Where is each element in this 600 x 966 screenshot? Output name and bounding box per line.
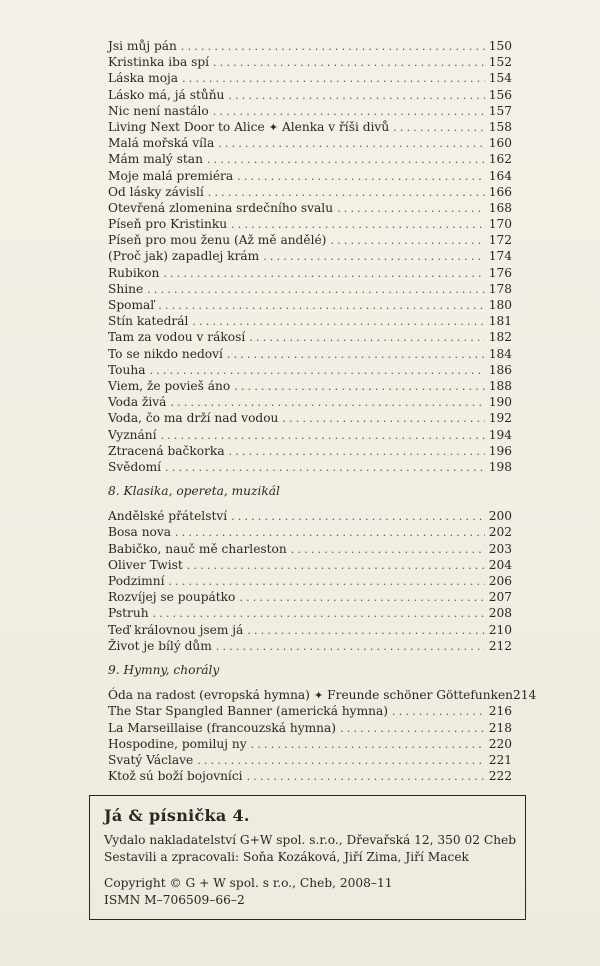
toc-entry	[108, 687, 537, 703]
dot-leader	[153, 606, 485, 622]
toc-entry	[108, 103, 512, 119]
colophon-box	[89, 795, 526, 920]
toc-entry-title: Lásko má, já stůňu	[108, 87, 225, 102]
toc-entry-title: Jsi můj pán	[108, 39, 177, 53]
toc-entry	[108, 573, 512, 589]
toc-entry	[108, 54, 512, 70]
publisher-line: Vydalo nakladatelství G+W spol. s.r.o., Dřevařská 12, 350 02 Cheb	[104, 833, 517, 847]
toc-entry	[108, 346, 512, 362]
toc-entry-page-number: 150	[488, 39, 512, 53]
toc-entry	[108, 752, 512, 768]
dot-leader	[187, 558, 485, 574]
toc-entry-title: Bosa nova	[108, 525, 172, 540]
toc-entry-page-number: 168	[488, 200, 512, 215]
toc-entry	[108, 703, 512, 719]
toc-entry-page-number: 203	[488, 541, 512, 556]
dot-leader	[337, 201, 485, 217]
toc-entry	[108, 589, 512, 605]
toc-entry	[108, 297, 512, 313]
toc-entry-title: Viem, že povieš áno	[108, 378, 231, 393]
toc-entry-title: Podzimní	[108, 574, 165, 588]
toc-entry-page-number: 192	[488, 411, 512, 426]
toc-entry	[108, 168, 512, 184]
toc-entry-title: Stín katedrál	[108, 314, 189, 329]
toc-entry-alt-title: Alenka v říši divů	[281, 119, 390, 134]
toc-entry-title: Oliver Twist	[108, 557, 183, 572]
toc-entry-page-number: 214	[513, 688, 537, 703]
toc-entry-page-number: 154	[488, 71, 512, 86]
dot-leader	[249, 330, 484, 346]
toc-entry	[108, 38, 512, 54]
toc-entry-page-number: 186	[488, 362, 512, 377]
dot-leader	[170, 395, 484, 411]
dot-leader	[208, 185, 485, 201]
toc-entry	[108, 135, 512, 151]
section-heading-klasika: 8. Klasika, opereta, muzikál	[108, 484, 280, 499]
toc-entry-title: Teď královnou jsem já	[108, 622, 244, 637]
toc-entry	[108, 622, 512, 638]
toc-entry	[108, 232, 512, 248]
book-title: Já & písnička 4.	[104, 806, 250, 825]
dot-leader	[213, 104, 485, 120]
toc-entry-title: Kristinka iba spí	[108, 55, 210, 70]
toc-entry	[108, 329, 512, 345]
toc-entry-page-number: 210	[488, 622, 512, 637]
toc-entry	[108, 70, 512, 86]
toc-entry-page-number: 184	[488, 346, 512, 361]
dot-leader	[237, 169, 485, 185]
dot-leader	[291, 542, 485, 558]
toc-list-hymny	[108, 687, 537, 784]
dot-leader	[168, 574, 484, 590]
toc-entry	[108, 216, 512, 232]
dot-leader	[251, 737, 485, 753]
dot-leader	[192, 314, 484, 330]
toc-entry	[108, 443, 512, 459]
toc-entry-title: Píseň pro Kristinku	[108, 217, 228, 232]
toc-entry-title: Otevřená zlomenina srdečního svalu	[108, 200, 334, 215]
toc-entry	[108, 151, 512, 167]
toc-entry-page-number: 160	[488, 136, 512, 151]
toc-entry-page-number: 157	[488, 103, 512, 118]
dot-leader	[247, 769, 485, 785]
toc-entry-title: Voda živá	[108, 395, 167, 410]
toc-entry-page-number: 174	[488, 249, 512, 264]
toc-entry-page-number: 198	[488, 459, 512, 474]
toc-entry	[108, 184, 512, 200]
toc-entry	[108, 605, 512, 621]
toc-entry-page-number: 208	[488, 606, 512, 621]
dot-leader	[393, 120, 485, 136]
dot-leader	[160, 428, 484, 444]
toc-entry-title: The Star Spangled Banner (americká hymna)	[108, 704, 388, 719]
toc-entry-title: La Marseillaise (francouzská hymna)	[108, 720, 337, 735]
toc-entry-title: To se nikdo nedoví	[108, 346, 223, 361]
toc-entry-page-number: 182	[488, 330, 512, 345]
dot-leader	[165, 460, 485, 476]
toc-entry	[108, 281, 512, 297]
toc-list-continued	[108, 38, 512, 475]
toc-entry	[108, 378, 512, 394]
toc-entry-title: Moje malá premiéra	[108, 168, 234, 183]
section-heading-hymny: 9. Hymny, chorály	[108, 662, 220, 677]
toc-entry-title: (Proč jak) zapadlej krám	[108, 249, 260, 264]
toc-entry	[108, 265, 512, 281]
dot-leader	[263, 249, 485, 265]
toc-entry-alt-title: Freunde schöner Göttefunken	[327, 688, 514, 703]
toc-entry-page-number: 206	[488, 574, 512, 588]
toc-entry-page-number: 188	[488, 378, 512, 393]
toc-entry-page-number: 200	[488, 509, 512, 524]
toc-entry-title: Od lásky závislí	[108, 184, 204, 199]
toc-entry-page-number: 180	[488, 298, 512, 312]
toc-entry-title: Rozvíjej se poupátko	[108, 590, 236, 605]
ismn-line: ISMN M–706509–66–2	[104, 892, 245, 907]
toc-entry-page-number: 190	[488, 395, 512, 410]
toc-entry-title: Ktož sú boží bojovníci	[108, 769, 243, 784]
toc-entry-page-number: 220	[488, 736, 512, 751]
copyright-line: Copyright © G + W spol. s r.o., Cheb, 2008–11	[104, 876, 393, 890]
toc-entry-title: Hospodine, pomiluj ny	[108, 736, 247, 751]
dot-leader	[392, 704, 485, 720]
toc-entry-title: Shine	[108, 281, 144, 296]
toc-entry	[108, 638, 512, 654]
toc-entry	[108, 410, 512, 426]
toc-entry-title: Andělské přátelství	[108, 509, 228, 524]
dot-leader	[207, 152, 485, 168]
toc-list-klasika	[108, 508, 512, 654]
toc-entry	[108, 200, 512, 216]
toc-entry	[108, 362, 512, 378]
toc-entry	[108, 459, 512, 475]
toc-entry-page-number: 156	[488, 87, 512, 102]
toc-entry	[108, 768, 512, 784]
toc-entry-page-number: 212	[488, 638, 512, 653]
toc-entry-page-number: 178	[488, 281, 512, 296]
toc-entry	[108, 524, 512, 540]
dot-leader	[182, 71, 485, 87]
toc-entry-page-number: 170	[488, 217, 512, 232]
dot-leader	[197, 753, 485, 769]
toc-entry-page-number: 164	[488, 168, 512, 183]
toc-entry-title: Mám malý stan	[108, 152, 203, 167]
dot-leader	[231, 217, 485, 233]
toc-entry	[108, 508, 512, 524]
toc-entry-title: Život je bílý dům	[108, 638, 212, 653]
toc-entry	[108, 541, 512, 557]
toc-entry	[108, 119, 512, 135]
toc-entry-page-number: 218	[488, 720, 512, 735]
toc-entry	[108, 313, 512, 329]
toc-entry-page-number: 162	[488, 152, 512, 167]
compilers-line: Sestavili a zpracovali: Soňa Kozáková, Jiří Zima, Jiří Macek	[104, 849, 469, 864]
toc-entry-page-number: 207	[488, 590, 512, 605]
toc-entry-title: Rubikon	[108, 265, 160, 280]
dot-leader	[163, 266, 484, 282]
dot-leader	[234, 379, 485, 395]
toc-entry-title: Living Next Door to Alice	[108, 119, 265, 134]
toc-entry-title: Touha	[108, 362, 146, 377]
toc-entry	[108, 427, 512, 443]
toc-entry-title: Láska moja	[108, 71, 179, 86]
dot-leader	[228, 88, 484, 104]
four-pointed-star-icon: ✦	[268, 120, 278, 134]
toc-entry	[108, 557, 512, 573]
dot-leader	[175, 525, 485, 541]
dot-leader	[282, 411, 484, 427]
toc-entry-title: Pstruh	[108, 606, 149, 621]
toc-entry-title: Píseň pro mou ženu (Až mě andělé)	[108, 233, 327, 248]
dot-leader	[149, 363, 484, 379]
toc-entry-page-number: 166	[488, 184, 512, 199]
toc-entry-title: Spomaľ	[108, 298, 155, 312]
toc-entry-page-number: 152	[488, 55, 512, 70]
toc-entry-title: Voda, čo ma drží nad vodou	[108, 411, 279, 426]
four-pointed-star-icon: ✦	[313, 689, 324, 703]
dot-leader	[216, 639, 485, 655]
toc-entry-page-number: 204	[488, 557, 512, 572]
toc-entry-page-number: 216	[488, 704, 512, 719]
toc-entry	[108, 87, 512, 103]
toc-entry-title: Svatý Václave	[108, 752, 194, 767]
dot-leader	[218, 136, 485, 152]
toc-entry-title: Malá mořská víla	[108, 136, 215, 151]
dot-leader	[227, 347, 485, 363]
toc-entry-page-number: 172	[488, 233, 512, 248]
dot-leader	[181, 39, 485, 55]
toc-entry	[108, 736, 512, 752]
toc-entry	[108, 248, 512, 264]
dot-leader	[158, 298, 485, 314]
toc-entry-page-number: 176	[488, 265, 512, 280]
toc-entry-page-number: 196	[488, 443, 512, 458]
toc-entry	[108, 720, 512, 736]
toc-entry-page-number: 221	[488, 752, 512, 767]
dot-leader	[231, 509, 485, 525]
toc-entry-title: Tam za vodou v rákosí	[108, 330, 246, 345]
toc-entry-title: Óda na radost (evropská hymna)	[108, 688, 310, 703]
toc-entry-title: Svědomí	[108, 459, 162, 474]
dot-leader	[229, 444, 485, 460]
dot-leader	[340, 721, 485, 737]
dot-leader	[330, 233, 484, 249]
dot-leader	[147, 282, 485, 298]
toc-entry-title: Babičko, nauč mě charleston	[108, 541, 287, 556]
dot-leader	[213, 55, 485, 71]
toc-entry-page-number: 194	[488, 427, 512, 442]
toc-entry	[108, 394, 512, 410]
dot-leader	[247, 623, 484, 639]
table-of-contents	[108, 38, 537, 784]
dot-leader	[239, 590, 484, 606]
toc-entry-page-number: 222	[488, 769, 512, 784]
toc-entry-title: Vyznání	[108, 427, 157, 442]
toc-entry-page-number: 181	[488, 314, 512, 329]
toc-entry-title: Ztracená bačkorka	[108, 443, 225, 458]
toc-entry-page-number: 202	[488, 525, 512, 540]
toc-entry-title: Nic není nastálo	[108, 103, 209, 118]
toc-entry-page-number: 158	[488, 119, 512, 134]
